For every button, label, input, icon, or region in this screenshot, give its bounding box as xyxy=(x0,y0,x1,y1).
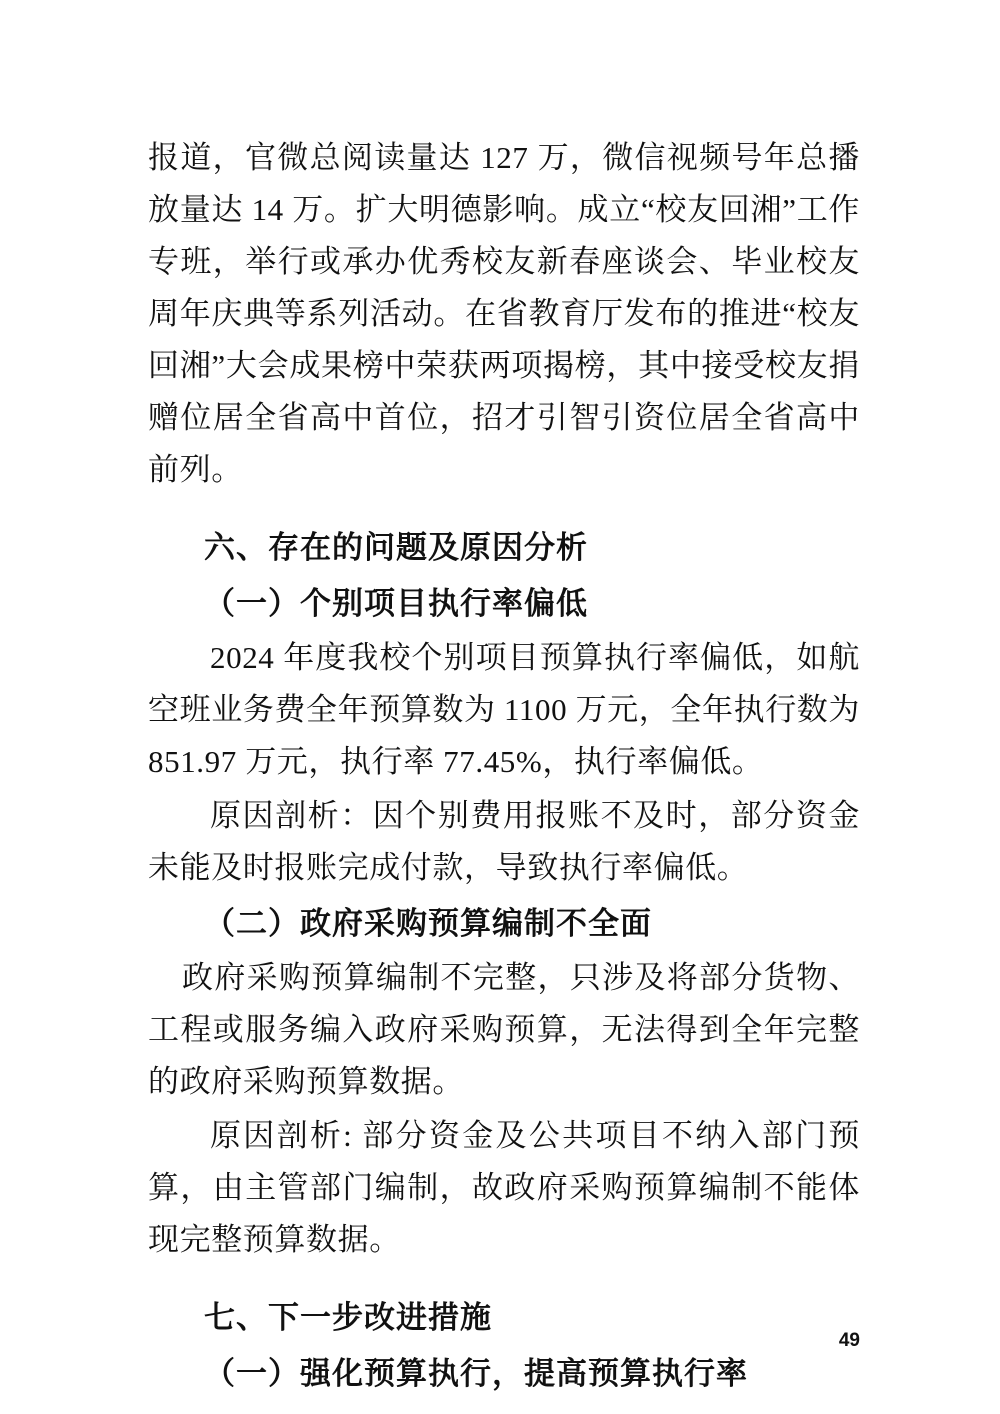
paragraph-alumni-report: 报道，官微总阅读量达 127 万，微信视频号年总播放量达 14 万。扩大明德影响。成立“校友回湘”工作专班，举行或承办优秀校友新春座谈会、毕业校友周年庆典等系列活动。在省教育厅发布的推进“校友回湘”大会成果榜中荣获两项揭榜，其中接受校友捐赠位居全省高中首位，招才引智引资位居全省高中前列。 xyxy=(148,140,860,487)
paragraph-execution-rate-cause: 原因剖析：因个别费用报账不及时，部分资金未能及时报账完成付款，导致执行率偏低。 xyxy=(148,798,860,885)
paragraph-execution-rate-detail: 2024 年度我校个别项目预算执行率偏低，如航空班业务费全年预算数为 1100 万元，全年执行数为 851.97 万元，执行率 77.45%，执行率偏低。 xyxy=(148,640,860,779)
paragraph-procurement-cause: 原因剖析: 部分资金及公共项目不纳入部门预算，由主管部门编制，故政府采购预算编制不能体现完整预算数据。 xyxy=(148,1118,860,1257)
paragraph-procurement-detail: 政府采购预算编制不完整，只涉及将部分货物、工程或服务编入政府采购预算，无法得到全年完整的政府采购预算数据。 xyxy=(148,960,860,1099)
document-body xyxy=(148,132,860,1402)
page-number: 49 xyxy=(838,1330,860,1351)
heading-section-seven: 七、下一步改进措施 xyxy=(204,1300,492,1335)
heading-section-six: 六、存在的问题及原因分析 xyxy=(204,530,588,565)
heading-subsection-strengthen-execution: （一）强化预算执行，提高预算执行率 xyxy=(204,1356,748,1391)
heading-subsection-two-procurement: （二）政府采购预算编制不全面 xyxy=(204,906,652,941)
heading-subsection-one-low-execution: （一）个别项目执行率偏低 xyxy=(204,586,588,621)
